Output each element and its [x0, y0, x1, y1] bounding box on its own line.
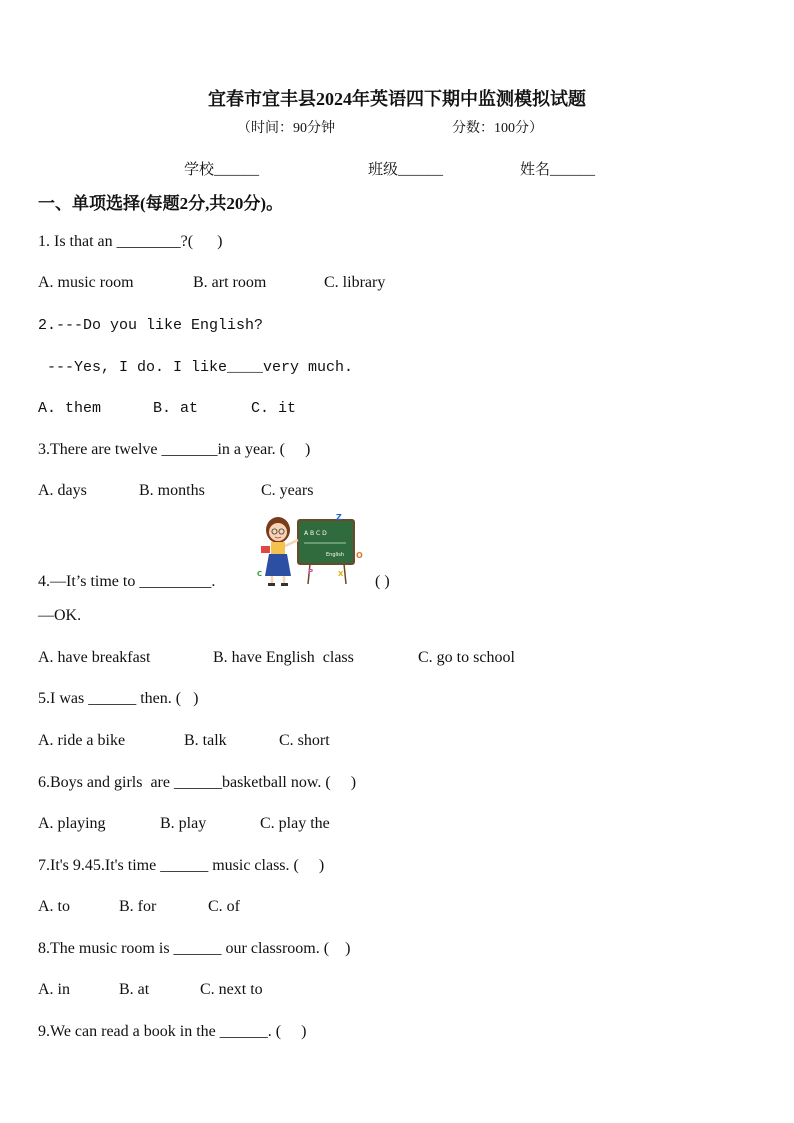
- question-7-option-b: B. for: [119, 898, 157, 915]
- question-6-option-c: C. play the: [260, 815, 330, 832]
- question-1-option-a: A. music room: [38, 274, 134, 291]
- question-1-option-c: C. library: [324, 274, 386, 291]
- question-4-stem: 4.—It’s time to _________.: [38, 573, 216, 590]
- question-8-option-a: A. in: [38, 981, 70, 998]
- class-field: 班级______: [368, 162, 444, 178]
- teacher-blackboard-illustration: [254, 512, 366, 588]
- section-heading: 一、单项选择(每题2分,共20分)。: [38, 194, 284, 213]
- page-title: 宜春市宜丰县2024年英语四下期中监测模拟试题: [208, 89, 586, 109]
- letter-z: Z: [336, 513, 342, 522]
- name-field: 姓名______: [520, 162, 596, 178]
- question-2-option-c: C. it: [251, 400, 297, 417]
- question-2-option-b: B. at: [153, 400, 199, 417]
- question-8-option-c: C. next to: [200, 981, 263, 998]
- letter-o: O: [356, 551, 363, 560]
- question-2-stem: 2.---Do you like English?: [38, 317, 264, 334]
- question-4-option-a: A. have breakfast: [38, 649, 151, 666]
- question-4-option-c: C. go to school: [418, 649, 515, 666]
- question-9-stem: 9.We can read a book in the ______. ( ): [38, 1023, 307, 1040]
- exam-time: （时间：90分钟: [237, 121, 335, 136]
- letter-x: X: [338, 570, 344, 578]
- school-field: 学校______: [184, 162, 260, 178]
- exam-score: 分数：100分）: [452, 121, 543, 136]
- question-5-option-c: C. short: [279, 732, 330, 749]
- question-1-stem: 1. Is that an ________?( ): [38, 233, 223, 250]
- question-3-option-c: C. years: [261, 482, 314, 499]
- board-letters: A B C D: [304, 530, 327, 537]
- question-5-stem: 5.I was ______ then. ( ): [38, 690, 199, 707]
- question-7-stem: 7.It's 9.45.It's time ______ music class. ( ): [38, 857, 325, 874]
- question-4-option-b: B. have English class: [213, 649, 354, 666]
- question-4-reply: —OK.: [38, 607, 82, 624]
- question-2-reply: ---Yes, I do. I like____very much.: [38, 359, 354, 376]
- question-5-option-b: B. talk: [184, 732, 227, 749]
- question-4-paren: ( ): [375, 573, 390, 590]
- board-word: English: [326, 552, 345, 558]
- question-8-option-b: B. at: [119, 981, 150, 998]
- question-5-option-a: A. ride a bike: [38, 732, 126, 749]
- question-6-stem: 6.Boys and girls are ______basketball now. ( ): [38, 774, 357, 791]
- question-3-option-b: B. months: [139, 482, 205, 499]
- question-6-option-a: A. playing: [38, 815, 106, 832]
- question-3-option-a: A. days: [38, 482, 87, 499]
- question-7-option-c: C. of: [208, 898, 240, 915]
- question-8-stem: 8.The music room is ______ our classroom. ( ): [38, 940, 351, 957]
- letter-p: P: [308, 568, 314, 576]
- question-6-option-b: B. play: [160, 815, 207, 832]
- question-1-option-b: B. art room: [193, 274, 267, 291]
- question-2-option-a: A. them: [38, 400, 102, 417]
- letter-c: C: [257, 570, 263, 578]
- question-7-option-a: A. to: [38, 898, 70, 915]
- question-3-stem: 3.There are twelve _______in a year. ( ): [38, 441, 311, 458]
